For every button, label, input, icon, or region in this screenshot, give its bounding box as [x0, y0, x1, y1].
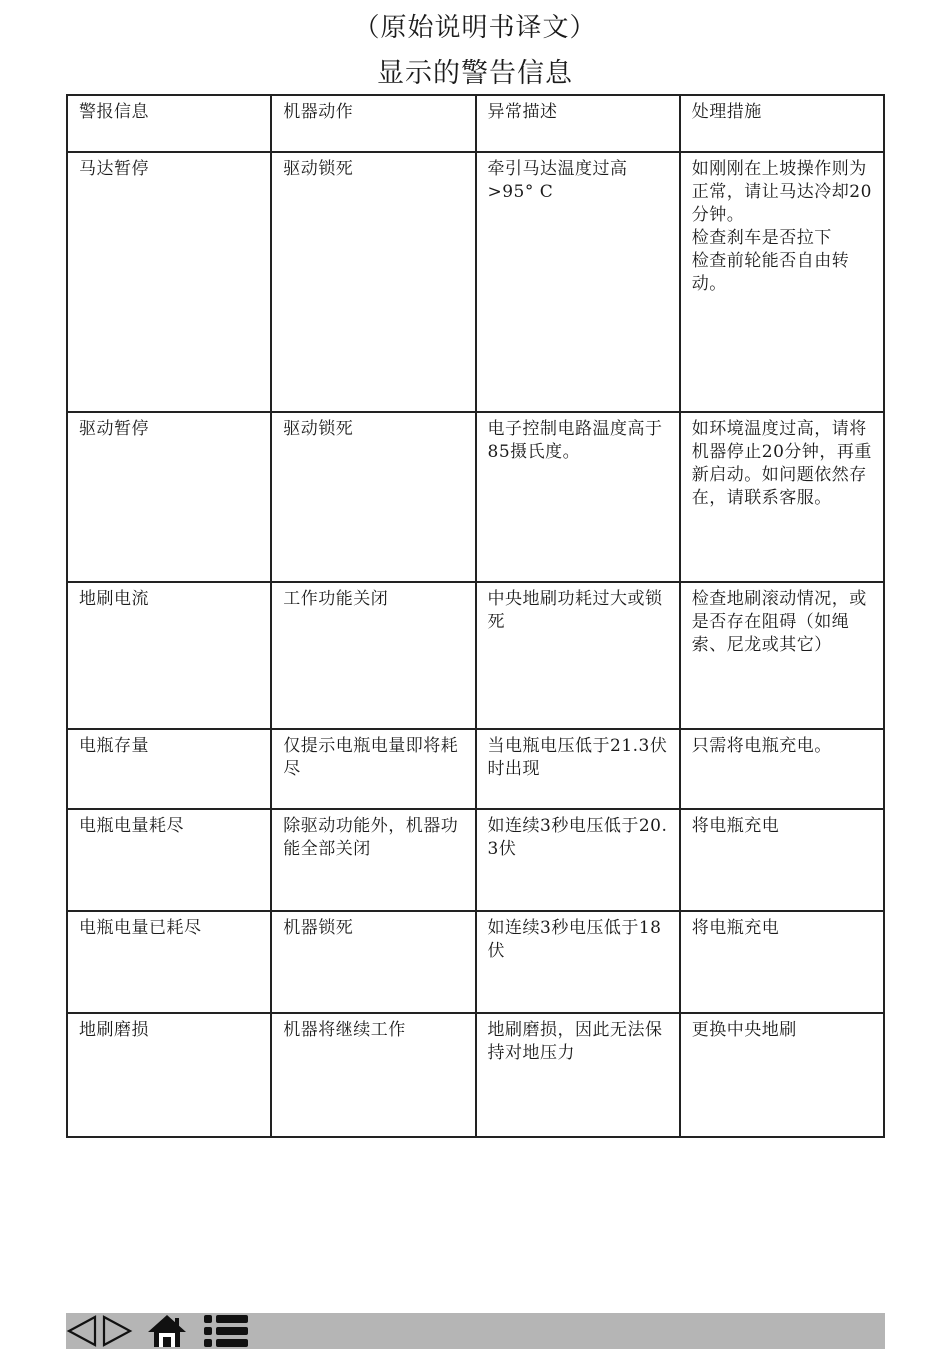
cell-machine-action: 工作功能关闭 [271, 582, 475, 729]
cell-fault-description: 当电瓶电压低于21.3伏时出现 [476, 729, 680, 809]
cell-machine-action: 除驱动功能外，机器功能全部关闭 [271, 809, 475, 911]
cell-machine-action: 仅提示电瓶电量即将耗尽 [271, 729, 475, 809]
cell-fault-description: 中央地刷功耗过大或锁死 [476, 582, 680, 729]
column-header-machine-action: 机器动作 [271, 95, 475, 152]
cell-remedy: 只需将电瓶充电。 [680, 729, 884, 809]
previous-page-button[interactable] [66, 1313, 98, 1349]
previous-page-icon [66, 1313, 98, 1349]
cell-remedy: 如环境温度过高，请将机器停止20分钟，再重新启动。如问题依然存在，请联系客服。 [680, 412, 884, 582]
column-header-fault-description: 异常描述 [476, 95, 680, 152]
column-header-remedy: 处理措施 [680, 95, 884, 152]
home-button[interactable] [146, 1313, 188, 1349]
warning-messages-table [66, 94, 885, 1138]
cell-remedy: 将电瓶充电 [680, 911, 884, 1013]
cell-remedy: 更换中央地刷 [680, 1013, 884, 1137]
table-row [67, 809, 884, 911]
document-subtitle: （原始说明书译文） [353, 13, 597, 43]
next-page-button[interactable] [101, 1313, 133, 1349]
column-header-alarm: 警报信息 [67, 95, 271, 152]
cell-fault-description: 牵引马达温度过高 >95° C [476, 152, 680, 412]
cell-fault-description: 如连续3秒电压低于18伏 [476, 911, 680, 1013]
next-page-icon [101, 1313, 133, 1349]
contents-list-icon [202, 1313, 250, 1349]
home-icon [146, 1313, 188, 1349]
cell-machine-action: 驱动锁死 [271, 152, 475, 412]
cell-remedy: 将电瓶充电 [680, 809, 884, 911]
cell-alarm: 电瓶存量 [67, 729, 271, 809]
table-row [67, 582, 884, 729]
cell-alarm: 电瓶电量已耗尽 [67, 911, 271, 1013]
page-navigation-bar [66, 1313, 885, 1349]
contents-list-button[interactable] [202, 1313, 250, 1349]
cell-alarm: 电瓶电量耗尽 [67, 809, 271, 911]
table-row [67, 911, 884, 1013]
table-row [67, 729, 884, 809]
cell-fault-description: 电子控制电路温度高于85摄氏度。 [476, 412, 680, 582]
cell-machine-action: 驱动锁死 [271, 412, 475, 582]
cell-alarm: 地刷电流 [67, 582, 271, 729]
cell-fault-description: 如连续3秒电压低于20.3伏 [476, 809, 680, 911]
cell-alarm: 地刷磨损 [67, 1013, 271, 1137]
table-row [67, 412, 884, 582]
table-row [67, 1013, 884, 1137]
page-title: 显示的警告信息 [377, 58, 573, 89]
cell-alarm: 驱动暂停 [67, 412, 271, 582]
table-row [67, 152, 884, 412]
cell-machine-action: 机器锁死 [271, 911, 475, 1013]
cell-remedy: 检查地刷滚动情况，或是否存在阻碍（如绳索、尼龙或其它） [680, 582, 884, 729]
cell-remedy: 如刚刚在上坡操作则为正常，请让马达冷却20分钟。 检查刹车是否拉下 检查前轮能否自由转动。 [680, 152, 884, 412]
table-header-row [67, 95, 884, 152]
cell-fault-description: 地刷磨损，因此无法保持对地压力 [476, 1013, 680, 1137]
cell-alarm: 马达暂停 [67, 152, 271, 412]
cell-machine-action: 机器将继续工作 [271, 1013, 475, 1137]
